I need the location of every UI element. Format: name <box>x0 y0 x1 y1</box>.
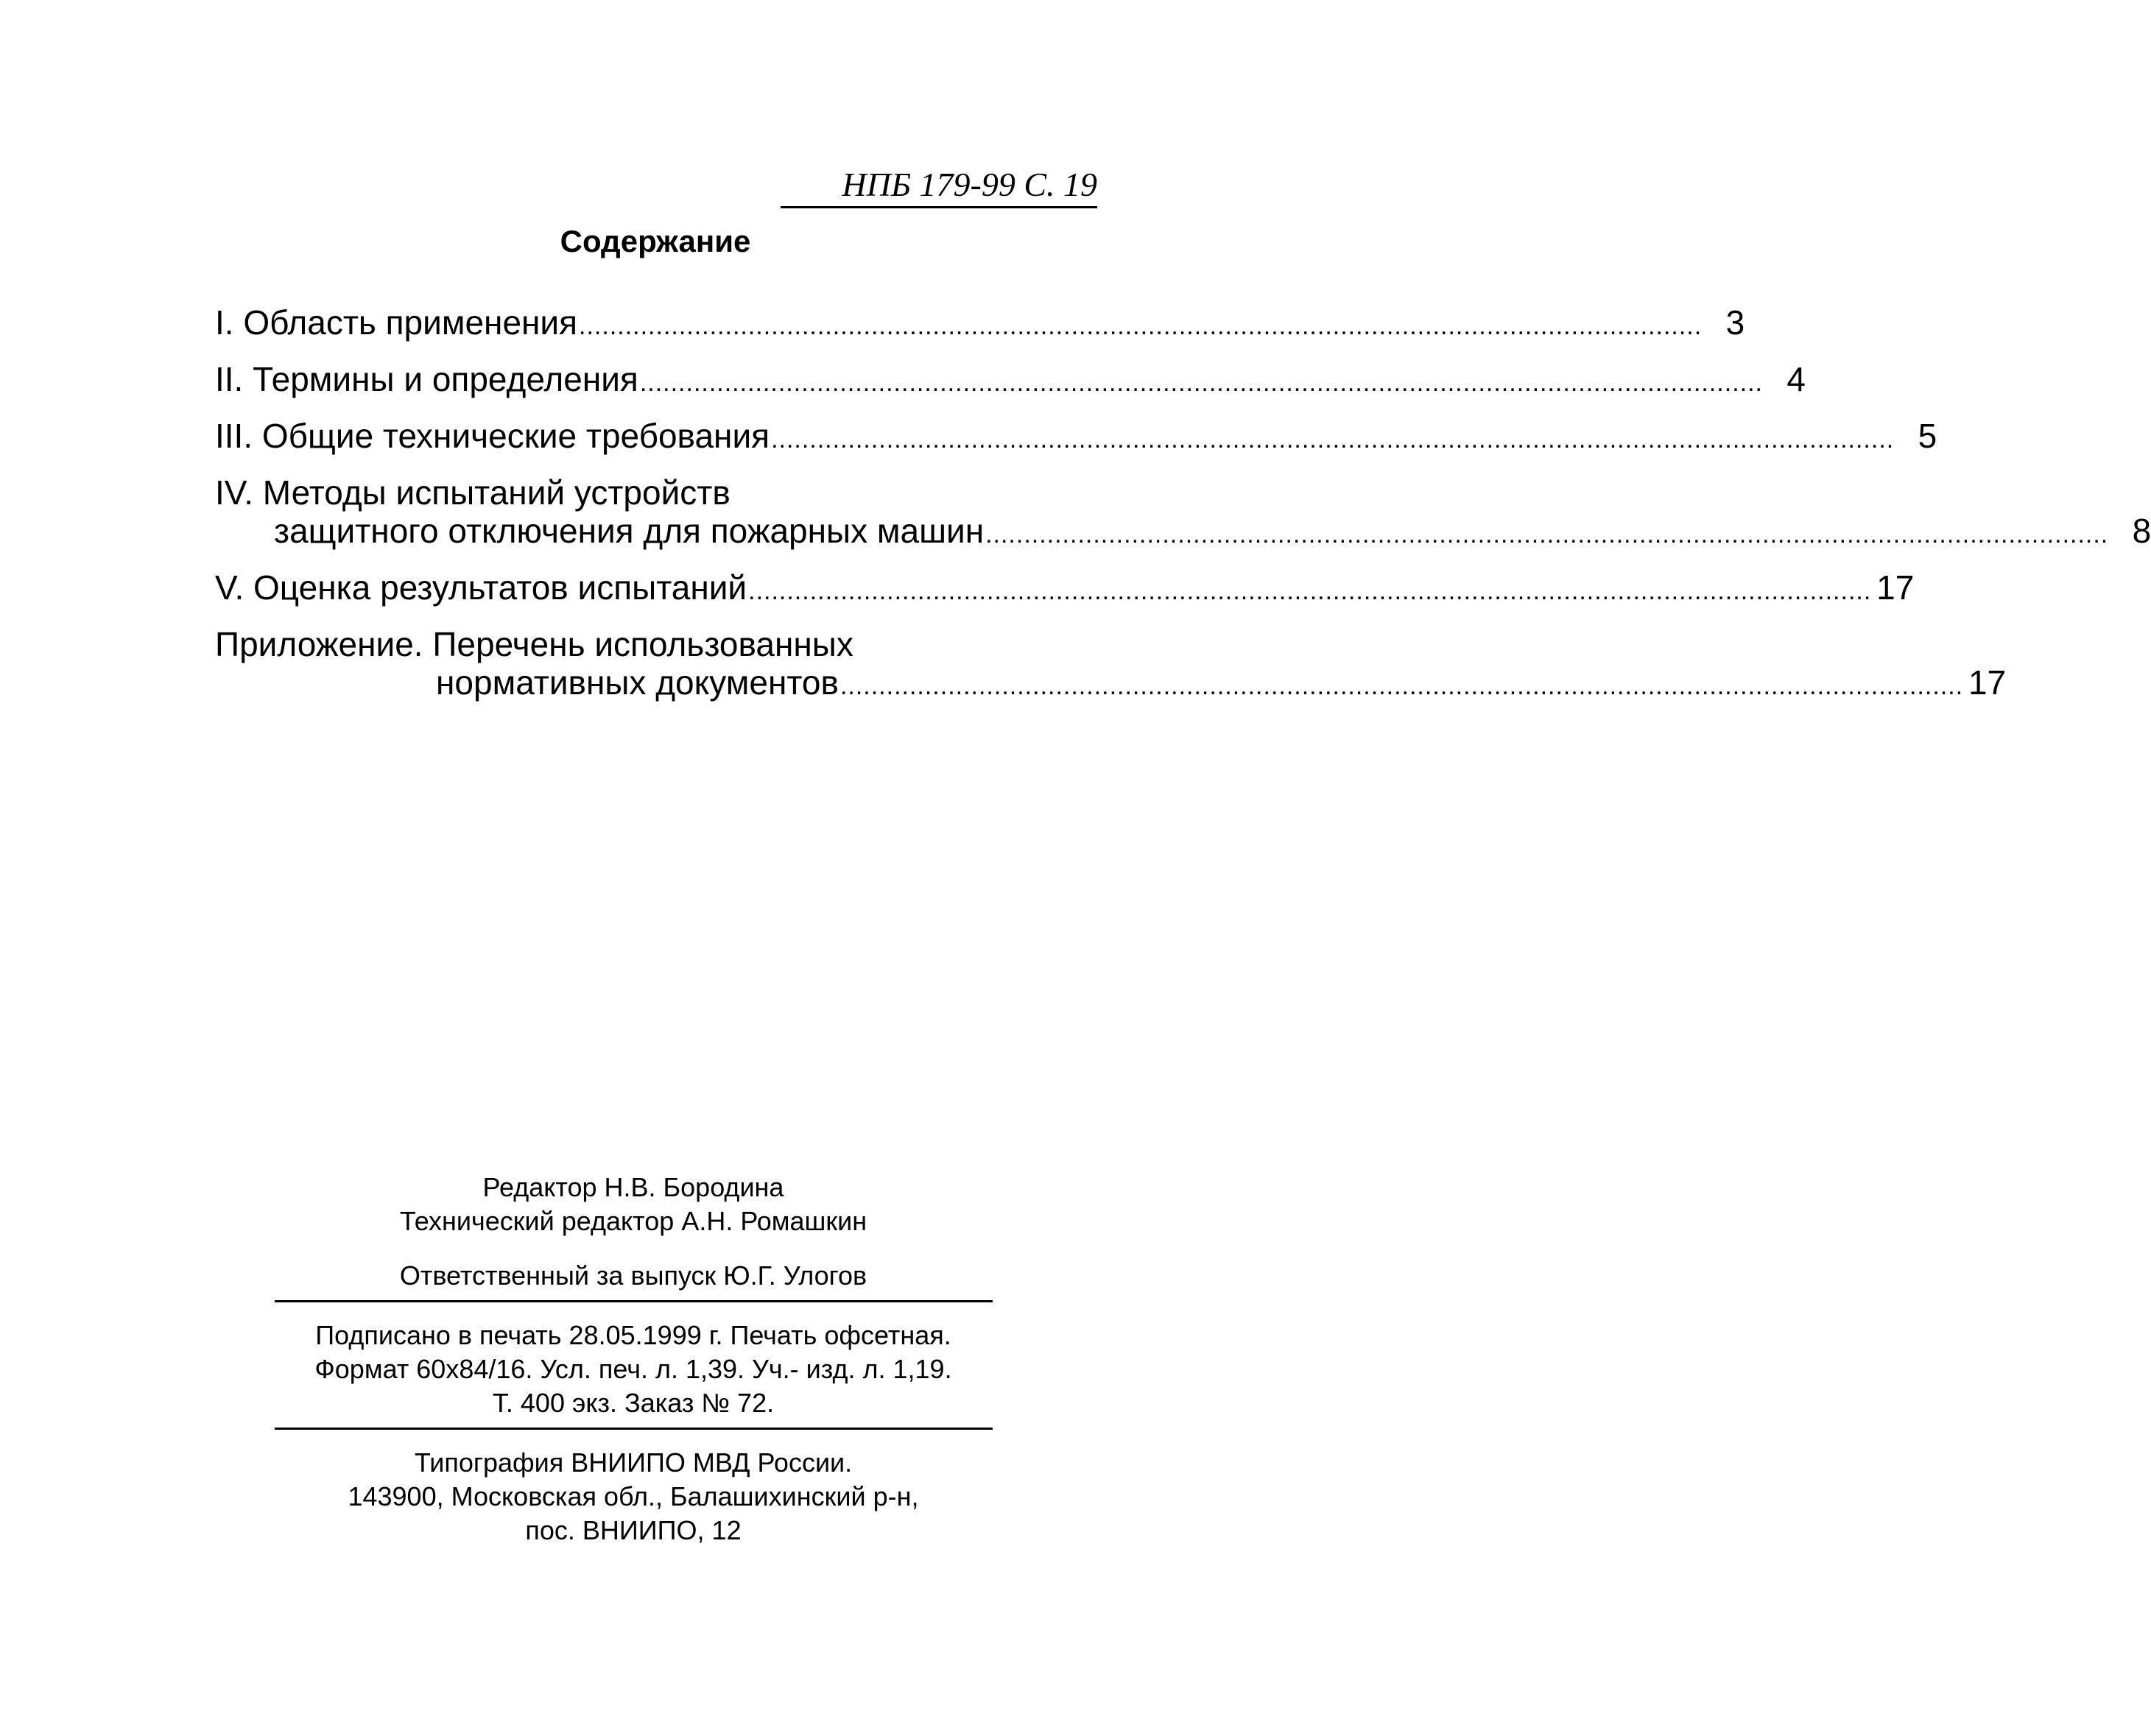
toc-leader: .................................................................................................................................................. <box>985 521 2109 548</box>
divider <box>275 1428 993 1430</box>
running-head: НПБ 179-99 С. 19 <box>781 163 1097 208</box>
toc-entry-title-continuation: нормативных документов <box>436 663 839 702</box>
imprint-block <box>265 1171 1001 1548</box>
toc-leader: .................................................................................................................................................. <box>579 312 1703 340</box>
toc-title: Содержание <box>560 224 751 258</box>
toc-entry <box>215 568 1915 610</box>
toc-entry-title: III. Общие технические требования <box>215 417 770 455</box>
toc-page-number: 17 <box>1876 568 1915 607</box>
toc-entry-title: V. Оценка результатов испытаний <box>215 568 747 607</box>
toc-entry <box>215 625 2007 705</box>
toc-leader: .................................................................................................................................................. <box>771 426 1895 454</box>
toc-entry-title: IV. Методы испытаний устройств <box>215 473 731 512</box>
toc-entry-title: II. Термины и определения <box>215 360 638 398</box>
print-run-line: Т. 400 экз. Заказ № 72. <box>492 1388 775 1418</box>
toc-page-number: 17 <box>1968 663 2007 702</box>
toc-entry <box>215 303 1745 345</box>
toc-page-number: 8 <box>2132 512 2151 550</box>
settlement-line: пос. ВНИИПО, 12 <box>525 1515 742 1545</box>
toc-entry <box>215 360 1806 402</box>
tech-editor-line: Технический редактор А.Н. Ромашкин <box>399 1206 867 1236</box>
toc-page-number: 4 <box>1786 360 1806 398</box>
toc-leader: .................................................................................................................................................. <box>839 672 1964 700</box>
toc-entry-title: Приложение. Перечень использованных <box>215 625 853 663</box>
toc-entry <box>215 417 1937 459</box>
format-line: Формат 60x84/16. Усл. печ. л. 1,39. Уч.- изд. л. 1,19. <box>314 1354 952 1384</box>
toc-leader: .................................................................................................................................................. <box>639 369 1763 397</box>
divider <box>275 1300 993 1302</box>
table-of-contents <box>215 303 2151 720</box>
editor-line: Редактор Н.В. Бородина <box>482 1172 784 1202</box>
toc-leader: .................................................................................................................................................. <box>748 577 1872 605</box>
signed-line: Подписано в печать 28.05.1999 г. Печать офсетная. <box>315 1320 951 1350</box>
responsible-line: Ответственный за выпуск Ю.Г. Улогов <box>399 1260 867 1291</box>
toc-page-number: 5 <box>1918 417 1937 455</box>
printer-line: Типография ВНИИПО МВД России. <box>414 1447 853 1478</box>
toc-entry-title-continuation: защитного отключения для пожарных машин <box>274 512 985 550</box>
toc-entry <box>215 473 2151 554</box>
toc-page-number: 3 <box>1725 303 1745 342</box>
toc-entry-title: I. Область применения <box>215 303 578 342</box>
address-line: 143900, Московская обл., Балашихинский р-н, <box>348 1481 919 1511</box>
